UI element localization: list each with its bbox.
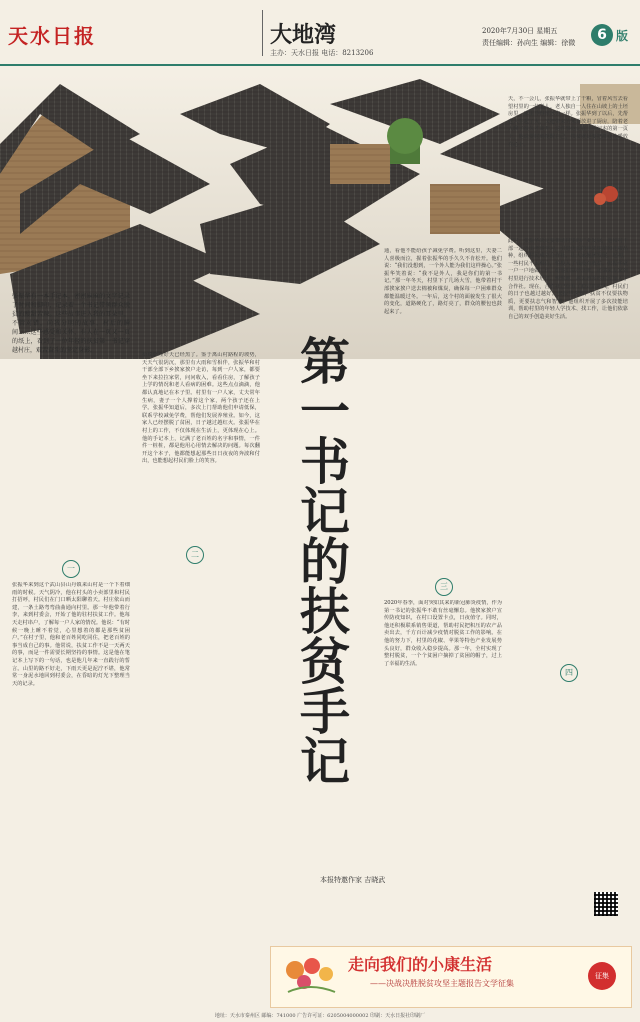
page-number-badge: 6	[591, 24, 613, 46]
section-subtitle: 主办：天水日报 电话：8213206	[270, 49, 374, 57]
author-byline: 本报特邀作家 吉晓武	[320, 876, 386, 884]
issue-date: 2020年7月30日 星期五	[482, 27, 558, 35]
section-marker-3: 三	[435, 578, 453, 596]
section-marker-1: 一	[62, 560, 80, 578]
article-headline: 第一书记的扶贫手记	[292, 335, 351, 785]
page-suffix: 版	[616, 29, 629, 43]
article-lede: 张振华有一本手记本，密密麻麻的文字记录了时间和脚印，记录着一个书记带领群众脱贫的酸甜苦辣。这些故事进入我的耳朵里，不管对错，尚我分明的故事，村后的瞬间……这些感受和关怀，有人在一页又一页的纸上，看到了一位年轻的扶贫第一书记穿越村庄，艰苦奋斗的坚定身影。	[12, 293, 130, 354]
article-column-4: 此时，张振华决定要带动村里的产业发展，他和村干部一起外出考察学习，引进优质的苹果树苗和花椒品种，组织村民成立合作社，让大家抱团发展。起初，一些村民不太相信，怕投入了钱没有收益。张振华就一户一户地做工作，给他们算经济账，还请来专家到村里进行技术培训。慢慢地，越来越多的村民加入了合作社。现在，合作社已经有了稳定的收入，村民们的日子也越过越好。张振华深知，扶贫不仅要扶物质，更要扶志气和智慧。他组织开展了多次技能培训，帮助村里的年轻人学技术、找工作，让他们依靠自己的双手创造美好生活。	[508, 238, 628, 320]
section-title: 大地湾	[270, 22, 337, 48]
flower-illustration-icon	[280, 952, 340, 996]
article-column-2: 拾掇修理好天已经黑了。鉴于离山村路程的坡势，天天气很阴沉，那里有大雨和雪相伴，张振华和村干部全部下乡挨家挨户走访，每到一户人家，都要坐下来拉拉家常，问问收入，看看住房，了解孩子上学的情况和老人看病的困难。这些点点滴滴，他都认真地记在本子里。村里有一户人家，丈夫常年生病，妻子一个人撑着这个家，两个孩子还在上学。张振华知道后，多次上门帮助他们申请低保，联系学校减免学费，帮他们发展养殖业。如今，这家人已经摆脱了贫困，日子越过越红火。张振华在村上的工作，不仅体现在生活上，更体现在心上。他的手记本上，记满了老百姓的名字和事情，一件件一桩桩，都是他用心用情去解决的问题。每次翻开这个本子，他都能想起那些日日夜夜的奔波和付出，也能想起村民们脸上的笑容。	[142, 352, 260, 465]
campaign-subtitle: ——决战决胜脱贫攻坚主题报告文学征集	[370, 979, 514, 988]
article-column-top-right: 天，不一会儿，张振华就带上了干粮，冒着风雪去看望村里的一位老人。老人独自一人住在山坡上的土坯房里，家里冷得像冰窖一样。张振华到了以后，先帮老人生起了火，又把带来的米面放进了厨房，陪着老人聊了很久才离开。这件事他记在了手记本的第一页上，他说要时刻提醒自己，扶贫就是要把群众冷暖放在心上。	[508, 96, 628, 148]
editor-credits: 责任编辑：孙向生 编辑：徐微	[482, 39, 576, 47]
article-column-3: 通，看他不能给孩子减免学费。听到这里，夫妻二人喜极而泣，握着张振华的手久久不肯松开。他们说：“我们没想到，一个外人能为我们这样操心。”张振华笑着说：“我不是外人，我是你们的第一书记。”那一年冬天，村里下了几场大雪，他带着村干部挨家挨户送去棉被和煤炭，确保每一户困难群众都能温暖过冬。一年后，这个村的面貌发生了很大的变化，道路硬化了，路灯亮了，群众的腰包也鼓起来了。	[384, 248, 502, 315]
article-column-3b: 2020年春季，面对突如其来的新冠肺炎疫情，作为第一书记的张振华不敢有丝毫懈怠。他挨家挨户宣传防疫知识，在村口设置卡点，日夜值守。同时，他还积极联系销售渠道，帮助村民把积压的农产品卖出去，千方百计减少疫情对脱贫工作的影响。在他的努力下，村里的花椒、苹果等特色产业发展势头良好，群众收入稳步提高。那一年，全村实现了整村脱贫，一个个贫困户摘掉了贫困的帽子，过上了幸福的生活。	[384, 600, 502, 667]
article-column-1: 张振华来到这个武山县山丹镇来山村是一个下着细雨的时候。天气阴冷，他在村头的小卖部里和村民打招呼，村民们在门口晒太阳聊着天。村庄依山而建，一条土路弯弯曲曲通向村里。那一年他带着行李，来到村委会，开始了他的驻村扶贫工作。他每天走村串户，了解每一户人家的情况。他说：“有时候一晚上睡不着觉，心里想着的都是那些贫困户。”在村子里，他和老百姓同吃同住，把老百姓的事当成自己的事。他常说，扶贫工作不是一天两天的事，而是一件需要长期坚持的事情。这是他在笔记本上写下的一句话，也是他几年来一直践行的誓言。山里的路不好走，下雨天更是泥泞不堪，他常常一身泥水地回到村委会，在昏暗的灯光下整理当天的记录。	[12, 582, 130, 687]
qr-code-icon	[594, 892, 618, 916]
section-marker-4: 四	[560, 664, 578, 682]
header-rule	[0, 64, 640, 66]
section-divider	[262, 10, 263, 56]
campaign-badge: 征集	[588, 962, 616, 990]
publication-info: 地址：天水市秦州区 邮编：741000 广告许可证：6205004000002 印刷：天水日报社印刷厂	[214, 1013, 426, 1019]
section-marker-2: 二	[186, 546, 204, 564]
campaign-title: 走向我们的小康生活	[348, 955, 493, 974]
newspaper-logo: 天水日报	[8, 24, 96, 48]
